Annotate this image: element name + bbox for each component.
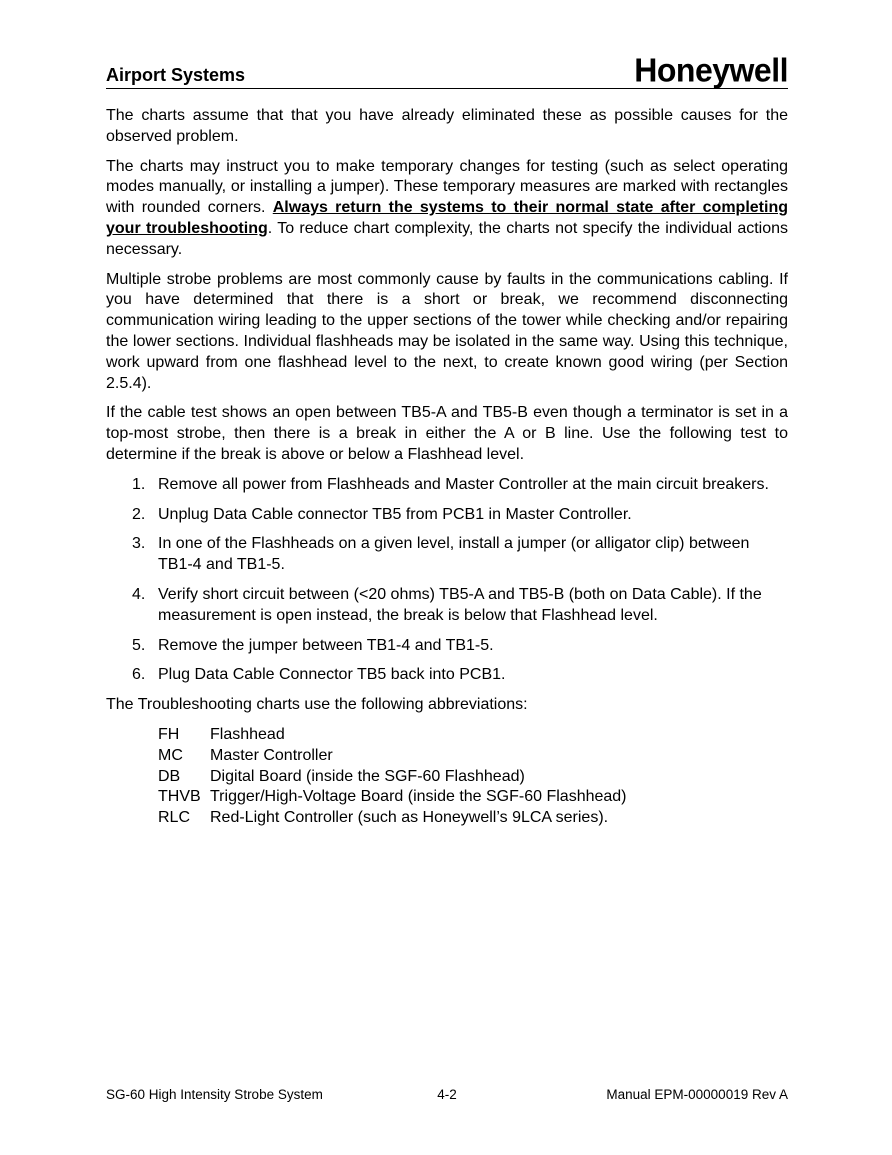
step-text: In one of the Flashheads on a given level, install a jumper (or alligator clip) between TB1-4 and TB1-5. [158, 535, 750, 574]
step-number: 5. [132, 636, 146, 654]
step-text: Remove the jumper between TB1-4 and TB1-5. [158, 636, 494, 654]
step-text: Verify short circuit between (<20 ohms) TB5-A and TB5-B (both on Data Cable). If the measurement is open instead, the break is below that Flashhead level. [158, 585, 762, 624]
step-number: 6. [132, 666, 146, 684]
step-number: 2. [132, 505, 146, 523]
table-row [158, 808, 627, 829]
footer-document-title: SG-60 High Intensity Strobe System [106, 1087, 323, 1102]
abbr-meaning: Red-Light Controller (such as Honeywell’s 9LCA series). [210, 809, 609, 827]
page-header [106, 52, 788, 89]
paragraph-text: . To reduce chart complexity, the charts not specify the individual actions necessary. [106, 219, 789, 258]
abbr-code: MC [158, 746, 183, 764]
page-footer [106, 1087, 788, 1105]
list-item [106, 505, 788, 526]
abbr-meaning: Flashhead [210, 725, 285, 743]
table-row [158, 746, 627, 767]
abbreviations-table [158, 725, 627, 829]
paragraph-intro: The charts assume that that you have already eliminated these as possible causes for the observed problem. [106, 107, 788, 145]
abbreviations-intro: The Troubleshooting charts use the following abbreviations: [106, 696, 528, 714]
footer-page-number: 4-2 [437, 1087, 457, 1102]
step-number: 4. [132, 585, 146, 603]
step-number: 3. [132, 535, 146, 553]
honeywell-logo: Honeywell [634, 51, 788, 89]
step-text: Plug Data Cable Connector TB5 back into PCB1. [158, 666, 506, 684]
list-item [106, 534, 788, 576]
page-content [106, 106, 788, 829]
paragraph-strobe-problems: Multiple strobe problems are most commonly cause by faults in the communications cabling. If you have determined that there is a short or break, we recommend disconnecting communication wiring leading to the upper sections of the tower while checking and/or repairing the lower sections. Individual flashheads may be isolated in the same way. Using this technique, work upward from one flashhead level to the next, to create known good wiring (per Section 2.5.4). [106, 270, 788, 392]
table-row [158, 725, 627, 746]
table-row [158, 767, 627, 788]
list-item [106, 475, 788, 496]
paragraph-temporary-changes [106, 157, 788, 261]
test-steps-list [106, 475, 788, 686]
abbr-meaning: Digital Board (inside the SGF-60 Flashhead) [210, 767, 525, 785]
step-text: Unplug Data Cable connector TB5 from PCB1 in Master Controller. [158, 505, 632, 523]
abbr-meaning: Master Controller [210, 746, 333, 764]
step-text: Remove all power from Flashheads and Master Controller at the main circuit breakers. [158, 475, 769, 493]
abbr-code: DB [158, 767, 181, 785]
list-item [106, 636, 788, 657]
abbr-code: FH [158, 725, 180, 743]
list-item [106, 665, 788, 686]
step-number: 1. [132, 475, 146, 493]
abbr-meaning: Trigger/High-Voltage Board (inside the SGF-60 Flashhead) [210, 788, 627, 806]
abbr-code: THVB [158, 788, 201, 806]
paragraph-cable-test: If the cable test shows an open between TB5-A and TB5-B even though a terminator is set in a top-most strobe, then there is a break in either the A or B line. Use the following test to determine if the break is above or below a Flashhead level. [106, 404, 788, 463]
paragraph-text: The charts may instruct you to make temporary changes for testing (such as select operating modes manually, or installing a jumper). These temporary measures are marked with rectangles with rounded corners. [106, 157, 788, 217]
table-row [158, 787, 627, 808]
footer-manual-number: Manual EPM-00000019 Rev A [606, 1087, 788, 1102]
emphasis-warning: Always return the systems to their normal state after completing your troubleshooting [106, 199, 788, 237]
abbr-code: RLC [158, 809, 191, 827]
section-title: Airport Systems [106, 65, 246, 85]
list-item [106, 585, 788, 627]
